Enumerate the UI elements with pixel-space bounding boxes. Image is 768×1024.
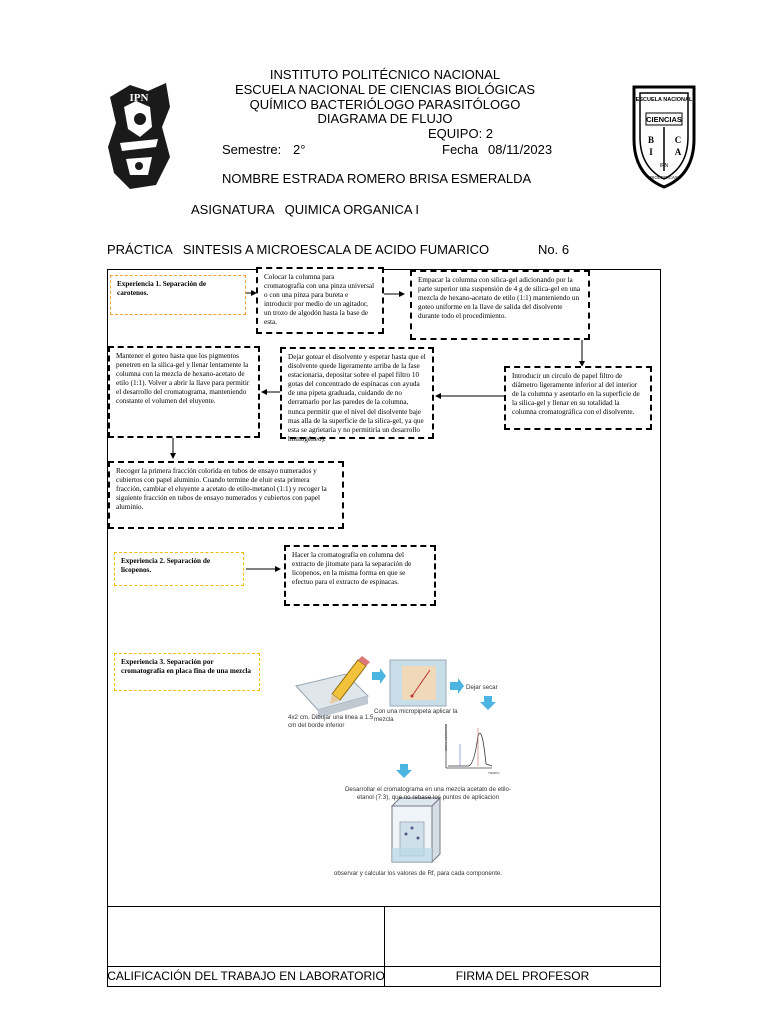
encb-logo-top-text: ESCUELA NACIONAL — [635, 97, 693, 103]
signature-label: FIRMA DEL PROFESOR — [455, 969, 590, 983]
pipette-caption: Con una micropipeta aplicar la mezcla — [374, 708, 458, 723]
process-arrow-2 — [450, 678, 464, 694]
footer-divider — [107, 966, 661, 967]
encb-logo-bottom-text: BIOLOGICAS — [650, 175, 678, 180]
step-3-box: Introducir un circulo de papel filtro de diámetro ligeramente inferior al del interior de la columna y asentarlo en la superficie de la silica-gel y llenar en su totalidad la columna cromatográfica con el disolvente. — [504, 366, 652, 430]
semester-value: 2° — [293, 142, 306, 157]
step-1-box: Colocar la columna para cromatografía con una pinza universal o con una pinza para bureta e introducir por medio de un agitador, un trozo de algodón hasta la base de esta. — [256, 267, 384, 334]
svg-text:B: B — [647, 135, 655, 145]
team-number: EQUIPO: 2 — [428, 126, 494, 141]
svg-text:A: A — [674, 147, 682, 157]
svg-text:C: C — [674, 135, 682, 145]
step-6-box: Recoger la primera fracción colorida en tubos de ensayo numerados y cubiertos con papel aluminio. Cuando termine de eluir esta primera fracción, cambiar el eluyente a acetato de etilo-metanol (1:1) y recoger la siguiente fracción en tubos de ensayo numerados y cubiertos con papel aluminio. — [108, 461, 344, 529]
chromatogram-graph — [438, 720, 500, 776]
encb-logo-small-text: IPN — [659, 163, 669, 169]
pipette-plate-icon — [390, 660, 446, 706]
semester-label: Semestre: — [222, 142, 282, 157]
tlc-procedure-figure — [288, 656, 520, 878]
experiment-3-title: Experiencia 3. Separación por cromatografía en placa fina de una mezcla — [114, 653, 260, 691]
date-label: Fecha — [442, 142, 479, 157]
practice-number: No. 6 — [538, 242, 570, 257]
process-arrow-3 — [480, 696, 496, 710]
develop-caption: Desarrollar el cromatograma en una mezcla acetato de etilo-etanol (7:3), que no rebase los puntos de aplicacion — [344, 786, 512, 801]
student-name: NOMBRE ESTRADA ROMERO BRISA ESMERALDA — [222, 171, 532, 186]
step-4-box: Dejar gotear el disolvente y esperar hasta que el disolvente quede ligeramente arriba de la fase estacionaria, depositar sobre el papel filtro 10 gotas del concentrado de espinacas con ayuda de una pipeta graduada, cuidando de no derramarlo por las paredes de la columna, nunca permitir que el nivel del disolvente baje mas alla de la superficie de la silica-gel, ya que esta se agrietaría y no permitiría un desarrollo homogéneo). — [280, 347, 434, 439]
plate-pencil-icon — [296, 656, 370, 718]
date-value: 08/11/2023 — [488, 142, 553, 157]
graph-x-label: TIEMPO — [488, 771, 500, 775]
subject: ASIGNATURA QUIMICA ORGANICA I — [191, 202, 420, 217]
school-title: ESCUELA NACIONAL DE CIENCIAS BIOLÓGICAS — [234, 82, 536, 97]
step-5-box: Mantener el goteo hasta que los pigmentos penetren en la silica-gel y llenar lentamente la columna con la mezcla de hexano-acetato de etilo (1:1). Volver a abrir la llave para permitir el desarrollo del cromatograma, manteniendo constante el volumen del eluyente. — [108, 346, 260, 438]
step-7-box: Hacer la cromatografía en columna del extracto de jitomate para la separación de licopenos, en la misma forma en que se efectuo para el extracto de espinacas. — [284, 545, 436, 606]
svg-text:I: I — [649, 147, 653, 157]
ipn-logo-text: IPN — [129, 92, 149, 104]
document-type: DIAGRAMA DE FLUJO — [317, 111, 453, 126]
graph-y-label: SEÑAL DETECTOR — [444, 723, 448, 751]
encb-logo-mid-text: CIENCIAS — [646, 115, 682, 124]
experiment-2-title: Experiencia 2. Separación de licopenos. — [114, 552, 244, 586]
grade-label: CALIFICACIÓN DEL TRABAJO EN LABORATORIO — [107, 969, 385, 983]
practice-title: PRÁCTICA SINTESIS A MICROESCALA DE ACIDO FUMARICO — [107, 242, 490, 257]
experiment-1-title: Experiencia 1. Separación de carotenos. — [110, 275, 246, 315]
process-arrow-4 — [396, 764, 412, 778]
step-2-box: Empacar la columna con silica-gel adicionando por la parte superior una suspensión de 4 g de silica-gel en una mezcla de hexano-acetato de etilo (1:1) manteniendo un goteo uniforme en la llave de salida del disolvente durante todo el procedimiento. — [410, 270, 590, 340]
career-title: QUÍMICO BACTERIÓLOGO PARASITÓLOGO — [249, 97, 521, 112]
process-arrow-1 — [372, 668, 386, 684]
dry-caption: Dejar secar — [466, 684, 498, 691]
institute-title: INSTITUTO POLITÉCNICO NACIONAL — [269, 67, 501, 82]
developing-chamber-icon — [392, 798, 440, 862]
plate-caption: 4x2 cm. Dibujar una linea a 1.5 cm del borde inferior — [288, 714, 374, 729]
rf-caption: observar y calcular los valores de Rf, para cada componente. — [333, 870, 503, 877]
